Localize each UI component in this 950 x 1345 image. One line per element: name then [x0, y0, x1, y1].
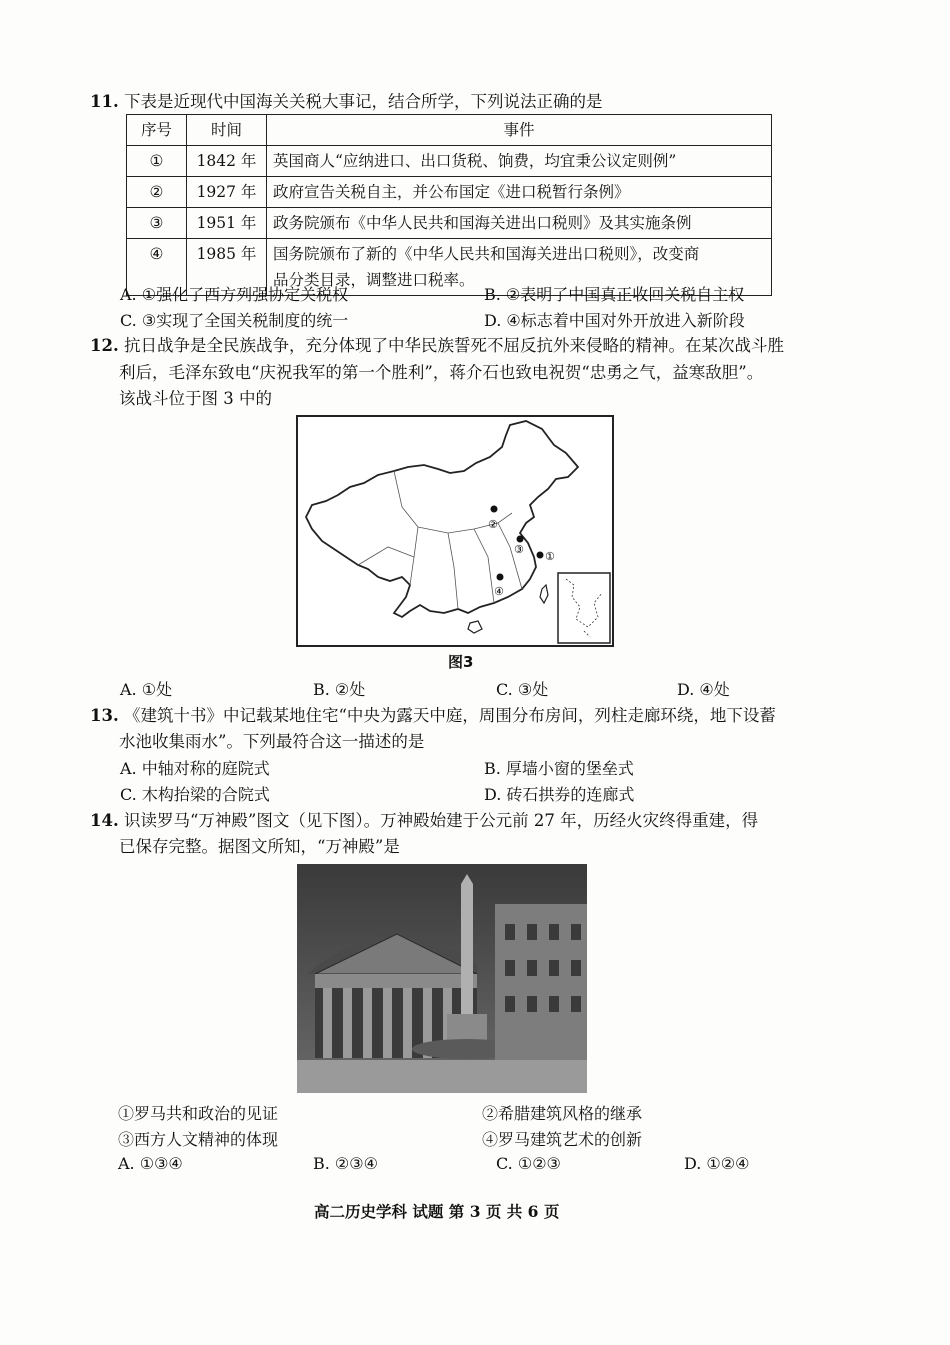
table-row — [127, 208, 772, 239]
q14-number: 14. — [90, 811, 119, 830]
q12-stem-line3: 该战斗位于图 3 中的 — [119, 389, 272, 408]
china-outline — [306, 421, 578, 617]
q13-stem-text1: 《建筑十书》中记载某地住宅“中央为露天中庭，周围分布房间，列柱走廊环绕，地下设蓄 — [123, 706, 776, 725]
row-no: ④ — [127, 239, 187, 296]
row-event-line2: 品分类目录，调整进口税率。 — [273, 271, 475, 289]
q14-option-b[interactable]: B. ②③④ — [313, 1154, 378, 1173]
q12-number: 12. — [90, 336, 119, 355]
q14-statement-1: ①罗马共和政治的见证 — [118, 1104, 279, 1123]
q14-option-d[interactable]: D. ①②④ — [684, 1154, 750, 1173]
q11-option-c[interactable]: C. ③实现了全国关税制度的统一 — [120, 311, 349, 330]
marker-dot-4 — [497, 574, 504, 581]
q14-statement-3: ③西方人文精神的体现 — [118, 1130, 279, 1149]
row-event-line1: 国务院颁布了新的《中华人民共和国海关进出口税则》，改变商 — [273, 245, 700, 263]
row-year: 1842 年 — [187, 146, 267, 177]
q14-stem-text1: 识读罗马“万神殿”图文（见下图）。万神殿始建于公元前 27 年，历经火灾终得重建，得 — [123, 811, 759, 830]
q12-stem-text1: 抗日战争是全民族战争，充分体现了中华民族誓死不屈反抗外来侵略的精神。在某次战斗胜 — [123, 336, 784, 355]
q12-option-d[interactable]: D. ④处 — [677, 680, 730, 699]
col-header-no: 序号 — [127, 115, 187, 146]
pantheon-photo — [297, 864, 587, 1093]
taiwan-island — [540, 585, 548, 603]
marker-label-1: ① — [545, 550, 555, 563]
q11-stem — [90, 89, 602, 115]
q14-option-a[interactable]: A. ①③④ — [118, 1154, 183, 1173]
hainan-island — [468, 621, 482, 633]
q13-stem-line2: 水池收集雨水”。下列最符合这一描述的是 — [119, 732, 425, 751]
marker-dot-3 — [517, 536, 524, 543]
col-header-time: 时间 — [187, 115, 267, 146]
q13-stem-line1 — [90, 703, 776, 729]
q11-option-a[interactable]: A. ①强化了西方列强协定关税权 — [120, 285, 349, 304]
tariff-table — [126, 114, 772, 296]
china-map-svg — [298, 417, 612, 645]
q13-option-c[interactable]: C. 木构抬梁的合院式 — [120, 785, 270, 804]
row-year: 1951 年 — [187, 208, 267, 239]
row-no: ② — [127, 177, 187, 208]
q13-option-a[interactable]: A. 中轴对称的庭院式 — [120, 759, 270, 778]
marker-label-4: ④ — [494, 585, 504, 598]
table-header-row — [127, 115, 772, 146]
row-event: 政府宣告关税自主，并公布国定《进口税暂行条例》 — [267, 177, 772, 208]
row-no: ① — [127, 146, 187, 177]
marker-dot-1 — [537, 552, 544, 559]
page-footer: 高二历史学科 试题 第 3 页 共 6 页 — [314, 1202, 560, 1221]
row-year: 1985 年 — [187, 239, 267, 296]
q14-statement-2: ②希腊建筑风格的继承 — [482, 1104, 643, 1123]
q12-stem-line1 — [90, 333, 784, 359]
marker-label-2: ② — [488, 518, 498, 531]
q11-stem-text: 下表是近现代中国海关关税大事记，结合所学，下列说法正确的是 — [123, 92, 603, 111]
table-row — [127, 177, 772, 208]
q12-stem-line2: 利后，毛泽东致电“庆祝我军的第一个胜利”，蒋介石也致电祝贺“忠勇之气，益寒敌胆”。 — [119, 363, 764, 382]
table-row — [127, 146, 772, 177]
col-header-event: 事件 — [267, 115, 772, 146]
figure-3-caption: 图3 — [448, 653, 474, 671]
q13-number: 13. — [90, 706, 119, 725]
q13-option-d[interactable]: D. 砖石拱券的连廊式 — [484, 785, 635, 804]
marker-dot-2 — [491, 506, 498, 513]
q14-option-c[interactable]: C. ①②③ — [496, 1154, 561, 1173]
q12-option-c[interactable]: C. ③处 — [496, 680, 549, 699]
q11-option-b[interactable]: B. ②表明了中国真正收回关税自主权 — [484, 285, 745, 304]
q14-stem-line1 — [90, 808, 758, 834]
south-china-sea-inset — [558, 573, 610, 643]
q14-statement-4: ④罗马建筑艺术的创新 — [482, 1130, 643, 1149]
q12-option-a[interactable]: A. ①处 — [120, 680, 173, 699]
q14-stem-line2: 已保存完整。据图文所知，“万神殿”是 — [119, 837, 400, 856]
china-map-figure — [296, 415, 614, 647]
marker-label-3: ③ — [514, 543, 524, 556]
q13-option-b[interactable]: B. 厚墙小窗的堡垒式 — [484, 759, 634, 778]
q11-number: 11. — [90, 92, 119, 111]
row-no: ③ — [127, 208, 187, 239]
q12-option-b[interactable]: B. ②处 — [313, 680, 366, 699]
row-event: 政务院颁布《中华人民共和国海关进出口税则》及其实施条例 — [267, 208, 772, 239]
row-event: 英国商人“应纳进口、出口货税、饷费，均宜秉公议定则例” — [267, 146, 772, 177]
pantheon-illustration — [297, 864, 587, 1093]
row-year: 1927 年 — [187, 177, 267, 208]
q11-option-d[interactable]: D. ④标志着中国对外开放进入新阶段 — [484, 311, 745, 330]
